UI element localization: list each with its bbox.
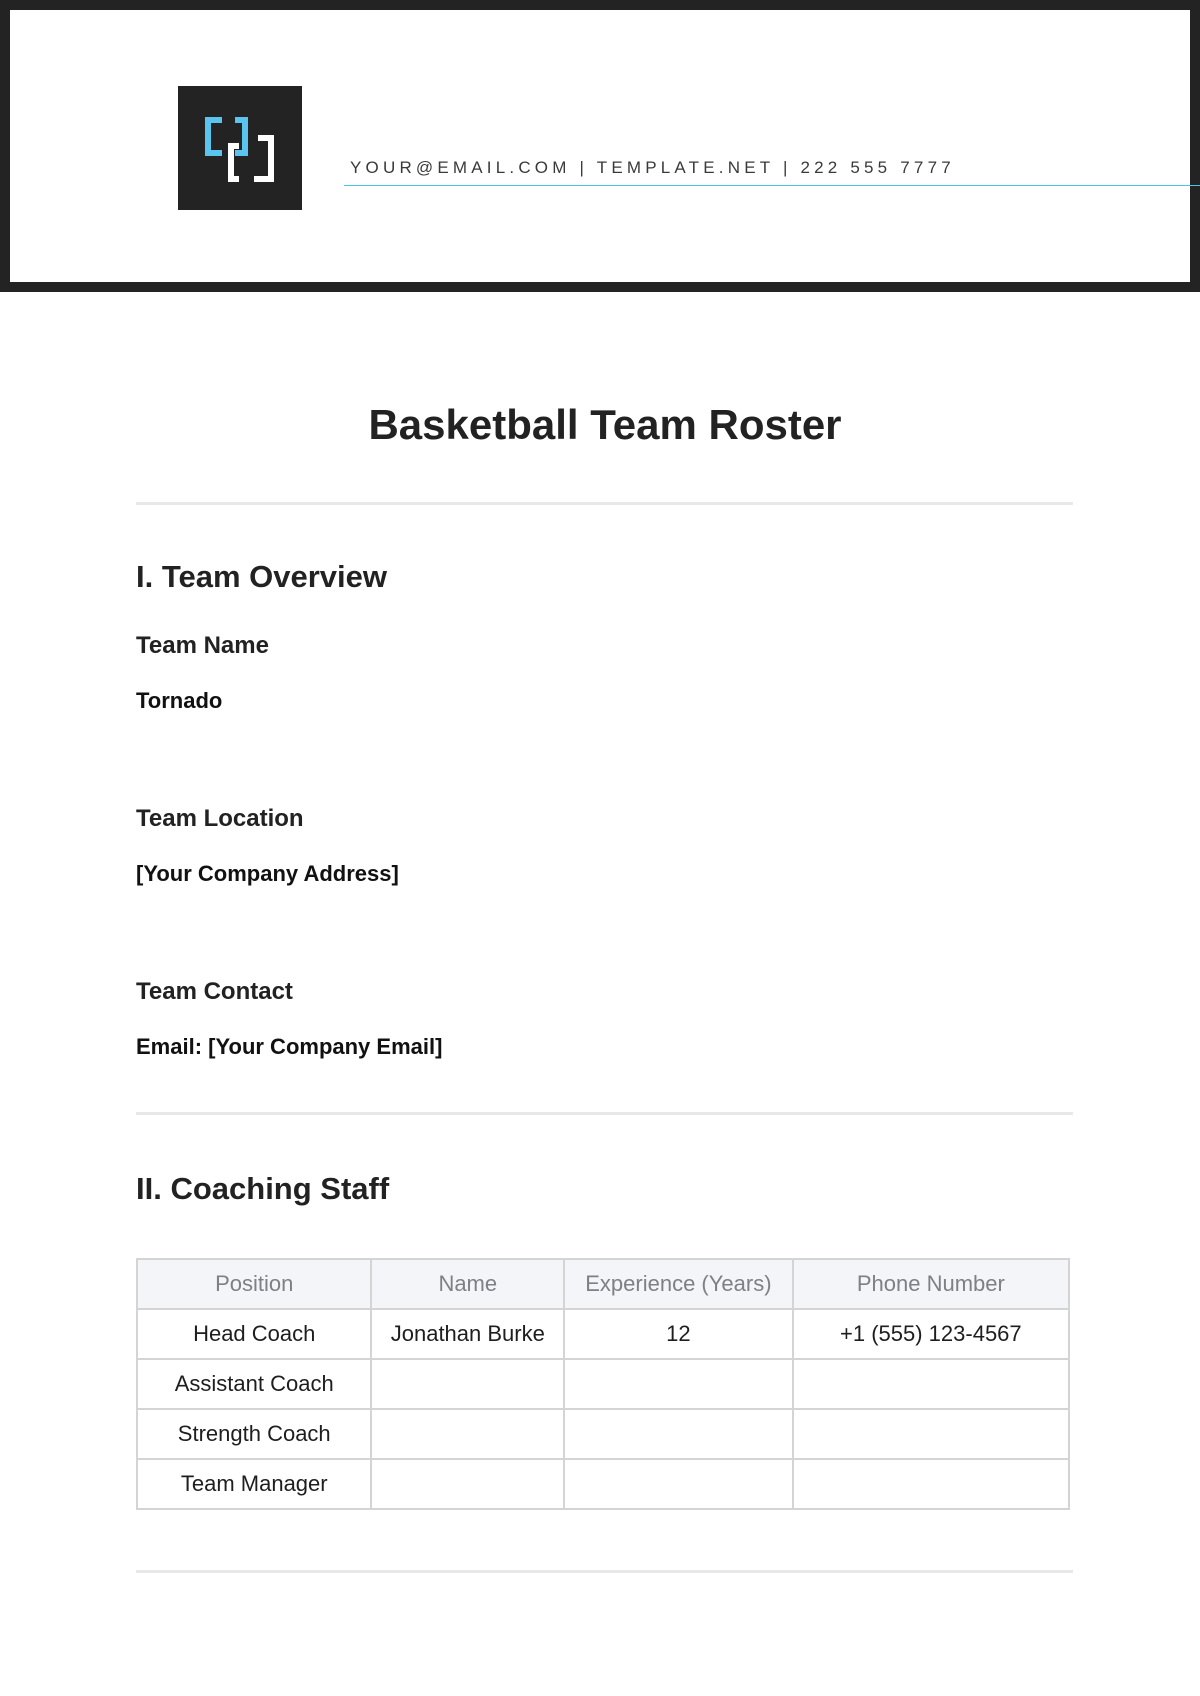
team-contact-value: Email: [Your Company Email] [136, 1034, 443, 1059]
table-row [137, 1459, 1069, 1509]
cell-phone: +1 (555) 123-4567 [793, 1309, 1069, 1359]
bracket-logo-icon [178, 86, 302, 210]
cell-name: Jonathan Burke [371, 1309, 564, 1359]
team-name-label: Team Name [136, 632, 269, 659]
coaching-staff-table [136, 1258, 1070, 1510]
company-logo [178, 86, 302, 210]
document-title: Basketball Team Roster [368, 401, 842, 448]
cell-experience [564, 1409, 793, 1459]
column-header-phone: Phone Number [793, 1259, 1069, 1309]
team-location-label: Team Location [136, 805, 304, 832]
contact-underline [344, 185, 1200, 186]
team-name-value: Tornado [136, 688, 223, 713]
contact-info: YOUR@EMAIL.COM | TEMPLATE.NET | 222 555 7777 [350, 158, 955, 177]
team-location-value: [Your Company Address] [136, 861, 399, 886]
table-row [137, 1409, 1069, 1459]
team-overview-heading: I. Team Overview [136, 559, 387, 594]
column-header-experience: Experience (Years) [564, 1259, 793, 1309]
divider [136, 1112, 1073, 1115]
table-row [137, 1359, 1069, 1409]
divider [136, 1570, 1073, 1573]
cell-name [371, 1409, 564, 1459]
table-row [137, 1309, 1069, 1359]
coaching-staff-heading: II. Coaching Staff [136, 1171, 390, 1206]
column-header-name: Name [371, 1259, 564, 1309]
cell-name [371, 1459, 564, 1509]
letterhead [0, 0, 1200, 292]
cell-position: Head Coach [137, 1309, 371, 1359]
cell-experience [564, 1359, 793, 1409]
cell-experience [564, 1459, 793, 1509]
team-contact-label: Team Contact [136, 978, 293, 1005]
table-header-row [137, 1259, 1069, 1309]
cell-position: Assistant Coach [137, 1359, 371, 1409]
cell-experience: 12 [564, 1309, 793, 1359]
cell-position: Team Manager [137, 1459, 371, 1509]
cell-position: Strength Coach [137, 1409, 371, 1459]
cell-name [371, 1359, 564, 1409]
cell-phone [793, 1459, 1069, 1509]
divider [136, 502, 1073, 505]
cell-phone [793, 1359, 1069, 1409]
cell-phone [793, 1409, 1069, 1459]
column-header-position: Position [137, 1259, 371, 1309]
